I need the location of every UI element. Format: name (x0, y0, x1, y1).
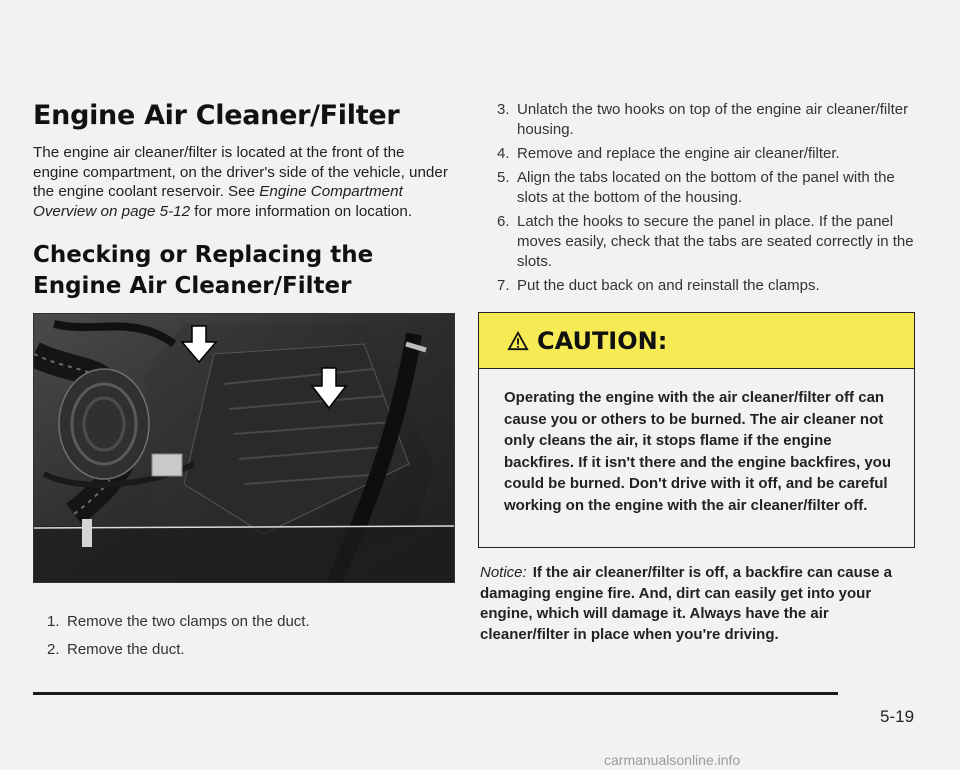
engine-photo-illustration (34, 314, 454, 582)
step-number: 7. (497, 277, 510, 294)
notice-text: If the air cleaner/filter is off, a backfire can cause a damaging engine fire. And, dirt can easily get into your engine, which will damage it. Always have the air cleaner/filter in place when you're driving. (480, 564, 893, 643)
engine-photo (33, 313, 455, 583)
step-number: 4. (497, 145, 510, 162)
step-text: Remove the duct. (67, 641, 185, 658)
step-item (47, 640, 447, 660)
step-item (497, 168, 927, 208)
footer-rule (33, 692, 838, 695)
step-text: Remove and replace the engine air cleaner/filter. (517, 145, 840, 162)
step-text: Unlatch the two hooks on top of the engine air cleaner/filter housing. (517, 101, 909, 138)
intro-text: The engine air cleaner/filter is located at the front of the engine compartment, on the driver's side of the vehicle, under the engine coolant reservoir. See (33, 144, 448, 200)
step-number: 6. (497, 213, 510, 230)
subsection-title: Checking or Replacing the Engine Air Cleaner/Filter (33, 242, 374, 299)
caution-body (479, 369, 914, 516)
caution-text: Operating the engine with the air cleaner/filter off can cause you or others to be burned. The air cleaner not only cleans the air, it stops flame if the engine backfires. If it isn't there and the engine backfires, you could be burned. Don't drive with it off, and be careful working on the engine with the air cleaner/filter off. (504, 389, 892, 514)
step-text: Put the duct back on and reinstall the clamps. (517, 277, 820, 294)
step-number: 2. (47, 641, 60, 658)
step-item (47, 612, 447, 632)
steps-list-left (47, 612, 447, 668)
caution-title: CAUTION: (537, 326, 668, 355)
step-item (497, 144, 927, 164)
intro-text-end: for more information on location. (190, 202, 413, 220)
step-number: 1. (47, 613, 60, 630)
notice-label: Notice: (480, 564, 527, 581)
step-text: Align the tabs located on the bottom of the panel with the slots at the bottom of the housing. (517, 169, 895, 206)
page-reference: Engine Compartment Overview on page 5-12 (33, 183, 403, 220)
step-item (497, 276, 927, 296)
step-item (497, 212, 927, 272)
step-number: 3. (497, 101, 510, 118)
intro-paragraph (33, 143, 453, 221)
caution-header (479, 312, 914, 369)
step-text: Remove the two clamps on the duct. (67, 613, 310, 630)
section-title: Engine Air Cleaner/Filter (33, 100, 400, 131)
warning-triangle-icon (507, 331, 529, 351)
caution-box (478, 312, 915, 548)
watermark: carmanualsonline.info (604, 752, 741, 768)
page-number: 5-19 (880, 707, 915, 726)
step-item (497, 100, 927, 140)
step-text: Latch the hooks to secure the panel in place. If the panel moves easily, check that the tabs are seated correctly in the slots. (517, 213, 914, 270)
steps-list-right (497, 100, 927, 300)
step-number: 5. (497, 169, 510, 186)
notice-paragraph (480, 563, 920, 645)
